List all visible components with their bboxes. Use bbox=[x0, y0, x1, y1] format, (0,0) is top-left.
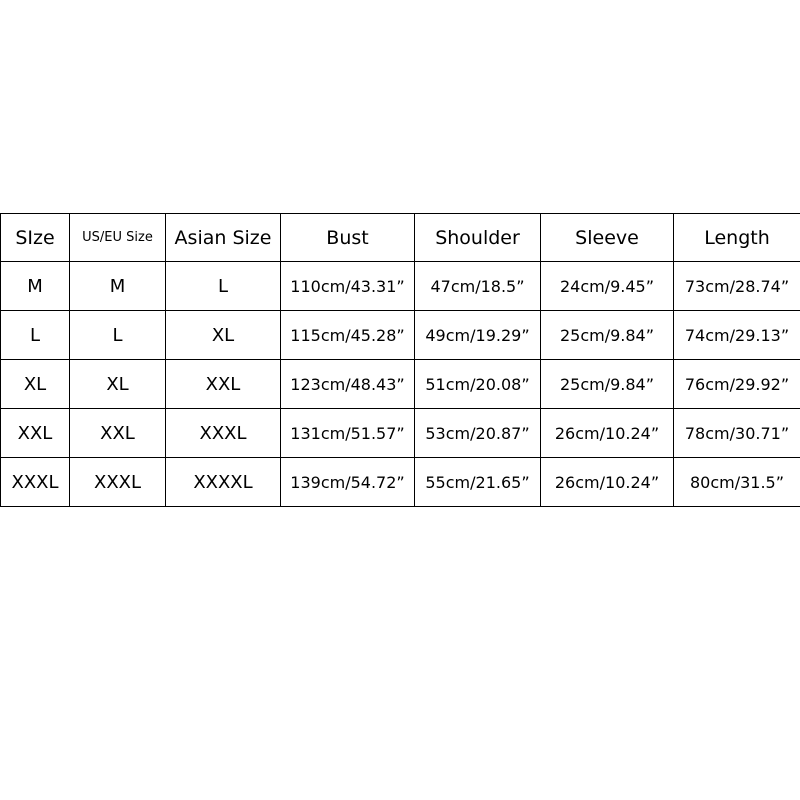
header-asian-size: Asian Size bbox=[166, 214, 281, 262]
cell-asian-size: XXXL bbox=[166, 409, 281, 458]
header-size: SIze bbox=[1, 214, 70, 262]
cell-shoulder: 47cm/18.5” bbox=[415, 262, 541, 311]
cell-size: XXL bbox=[1, 409, 70, 458]
cell-size: L bbox=[1, 311, 70, 360]
header-shoulder: Shoulder bbox=[415, 214, 541, 262]
cell-length: 80cm/31.5” bbox=[674, 458, 800, 507]
header-length: Length bbox=[674, 214, 800, 262]
cell-asian-size: XXL bbox=[166, 360, 281, 409]
header-sleeve: Sleeve bbox=[541, 214, 674, 262]
cell-shoulder: 55cm/21.65” bbox=[415, 458, 541, 507]
cell-us-eu-size: L bbox=[70, 311, 166, 360]
cell-bust: 123cm/48.43” bbox=[281, 360, 415, 409]
cell-bust: 115cm/45.28” bbox=[281, 311, 415, 360]
header-us-eu-size: US/EU Size bbox=[70, 214, 166, 262]
cell-shoulder: 53cm/20.87” bbox=[415, 409, 541, 458]
cell-shoulder: 51cm/20.08” bbox=[415, 360, 541, 409]
cell-us-eu-size: M bbox=[70, 262, 166, 311]
size-chart-table bbox=[0, 213, 800, 507]
cell-size: XL bbox=[1, 360, 70, 409]
table-row bbox=[1, 262, 800, 311]
cell-sleeve: 26cm/10.24” bbox=[541, 458, 674, 507]
cell-bust: 139cm/54.72” bbox=[281, 458, 415, 507]
cell-length: 76cm/29.92” bbox=[674, 360, 800, 409]
cell-shoulder: 49cm/19.29” bbox=[415, 311, 541, 360]
header-bust: Bust bbox=[281, 214, 415, 262]
table-row bbox=[1, 360, 800, 409]
cell-us-eu-size: XL bbox=[70, 360, 166, 409]
table-row bbox=[1, 409, 800, 458]
cell-bust: 131cm/51.57” bbox=[281, 409, 415, 458]
cell-length: 78cm/30.71” bbox=[674, 409, 800, 458]
table-row bbox=[1, 458, 800, 507]
cell-sleeve: 25cm/9.84” bbox=[541, 360, 674, 409]
cell-us-eu-size: XXL bbox=[70, 409, 166, 458]
header-row bbox=[1, 214, 800, 262]
cell-length: 73cm/28.74” bbox=[674, 262, 800, 311]
cell-us-eu-size: XXXL bbox=[70, 458, 166, 507]
cell-asian-size: XXXXL bbox=[166, 458, 281, 507]
cell-asian-size: XL bbox=[166, 311, 281, 360]
cell-sleeve: 26cm/10.24” bbox=[541, 409, 674, 458]
table-row bbox=[1, 311, 800, 360]
cell-sleeve: 25cm/9.84” bbox=[541, 311, 674, 360]
cell-size: XXXL bbox=[1, 458, 70, 507]
cell-asian-size: L bbox=[166, 262, 281, 311]
cell-length: 74cm/29.13” bbox=[674, 311, 800, 360]
cell-bust: 110cm/43.31” bbox=[281, 262, 415, 311]
cell-sleeve: 24cm/9.45” bbox=[541, 262, 674, 311]
cell-size: M bbox=[1, 262, 70, 311]
